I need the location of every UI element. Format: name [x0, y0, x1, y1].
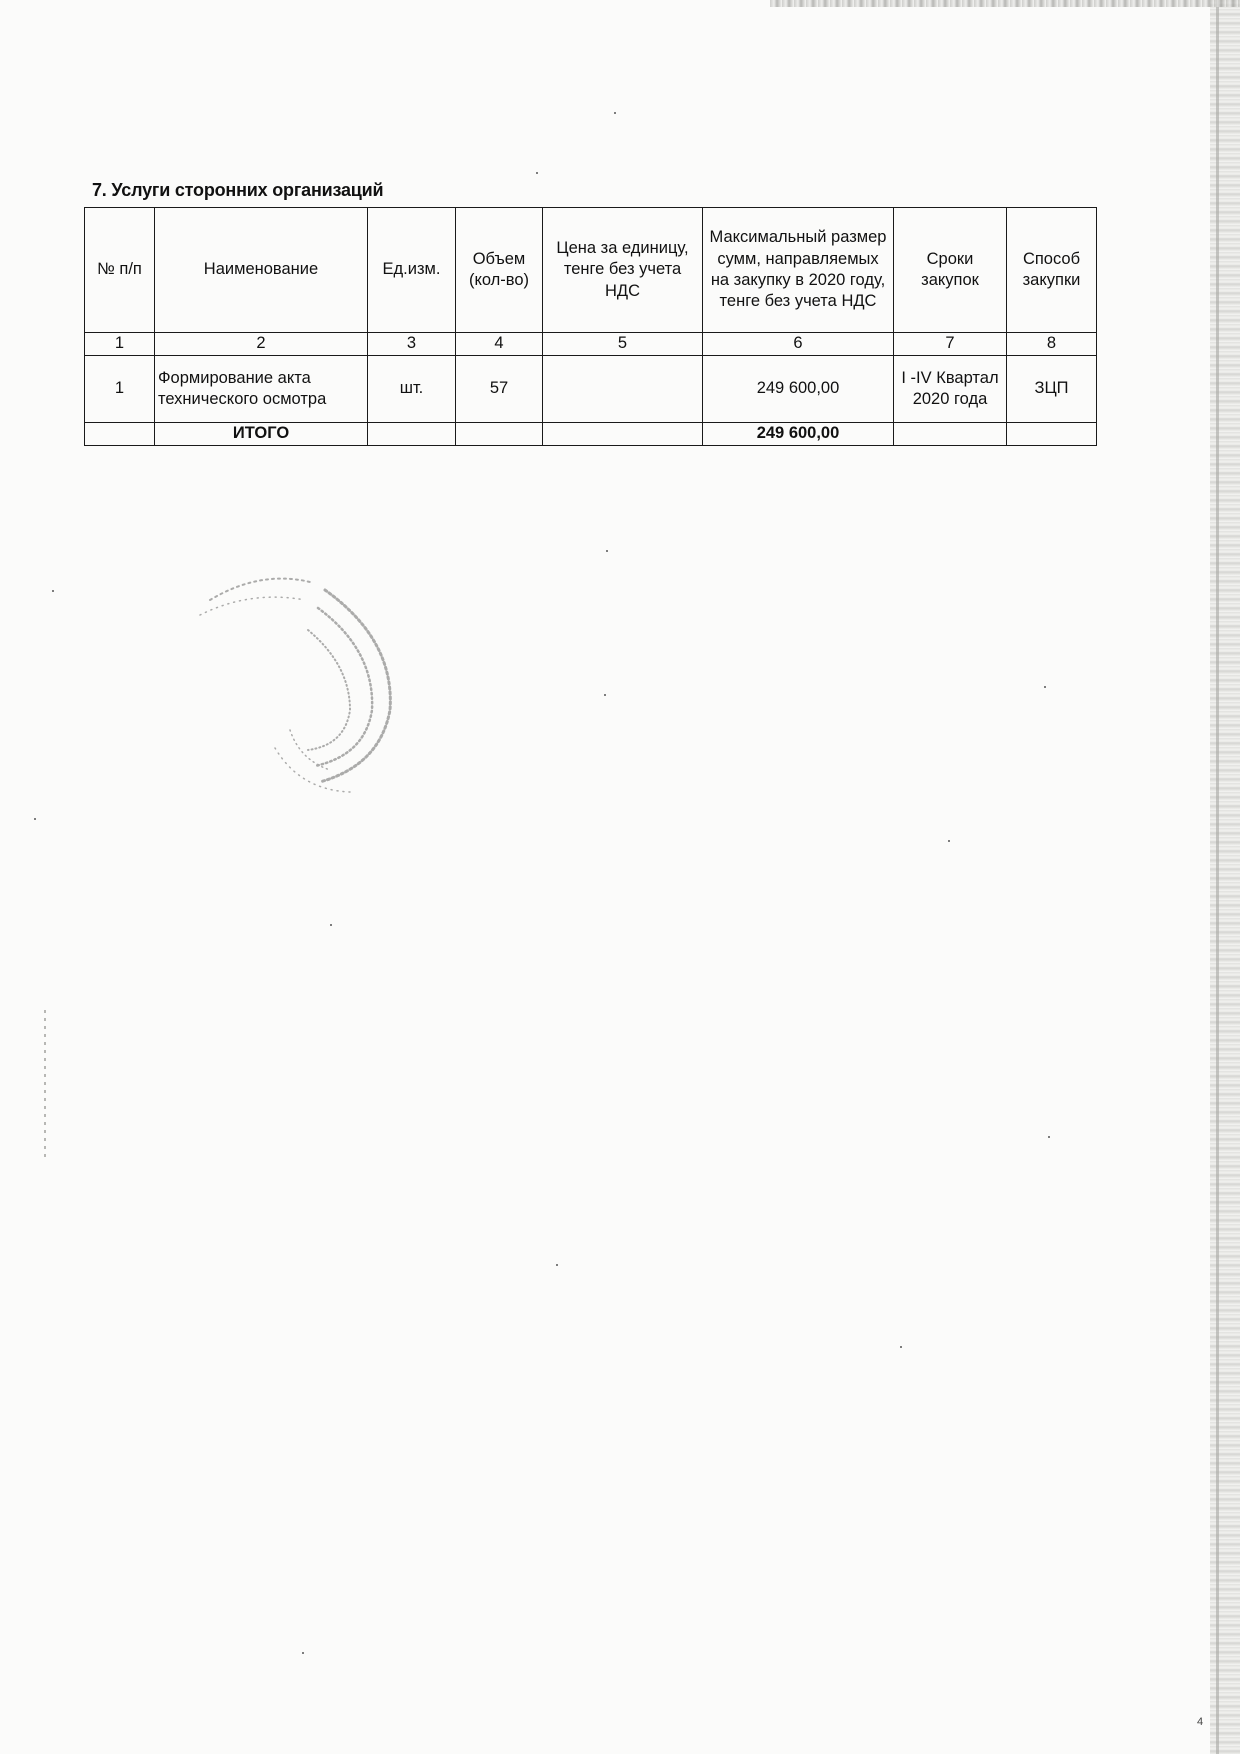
procurement-table [84, 207, 1097, 446]
total-empty-cell [543, 423, 703, 446]
scan-edge-left [44, 1010, 46, 1160]
header-cell-period: Сроки закупок [894, 208, 1007, 333]
header-cell-unit: Ед.изм. [368, 208, 456, 333]
column-number: 6 [703, 333, 894, 356]
total-empty-cell [456, 423, 543, 446]
row-period: I -IV Квартал 2020 года [894, 356, 1007, 423]
column-number: 4 [456, 333, 543, 356]
header-cell-quantity: Объем (кол-во) [456, 208, 543, 333]
header-cell-name: Наименование [155, 208, 368, 333]
header-cell-number: № п/п [85, 208, 155, 333]
row-number: 1 [85, 356, 155, 423]
section-title: 7. Услуги сторонних организаций [92, 180, 384, 200]
total-label: ИТОГО [155, 423, 368, 446]
table-row [85, 356, 1097, 423]
column-number: 2 [155, 333, 368, 356]
column-number-row [85, 333, 1097, 356]
column-number: 7 [894, 333, 1007, 356]
total-empty-cell [368, 423, 456, 446]
total-empty-cell [1007, 423, 1097, 446]
total-empty-cell [85, 423, 155, 446]
faded-seal-stamp [190, 560, 420, 800]
header-cell-max-amount: Максимальный размер сумм, направляемых на закупку в 2020 году, тенге без учета НДС [703, 208, 894, 333]
total-row [85, 423, 1097, 446]
column-number: 3 [368, 333, 456, 356]
row-quantity: 57 [456, 356, 543, 423]
header-cell-method: Способ закупки [1007, 208, 1097, 333]
column-number: 5 [543, 333, 703, 356]
column-number: 1 [85, 333, 155, 356]
table-header-row [85, 208, 1097, 333]
row-method: ЗЦП [1007, 356, 1097, 423]
column-number: 8 [1007, 333, 1097, 356]
row-unit: шт. [368, 356, 456, 423]
row-name: Формирование акта технического осмотра [155, 356, 368, 423]
row-max-amount: 249 600,00 [703, 356, 894, 423]
total-empty-cell [894, 423, 1007, 446]
row-unit-price [543, 356, 703, 423]
total-amount: 249 600,00 [703, 423, 894, 446]
header-cell-unit-price: Цена за единицу, тенге без учета НДС [543, 208, 703, 333]
scan-edge-right [1210, 0, 1240, 1754]
page-number: 4 [1197, 1716, 1204, 1728]
scan-edge-top [770, 0, 1240, 7]
